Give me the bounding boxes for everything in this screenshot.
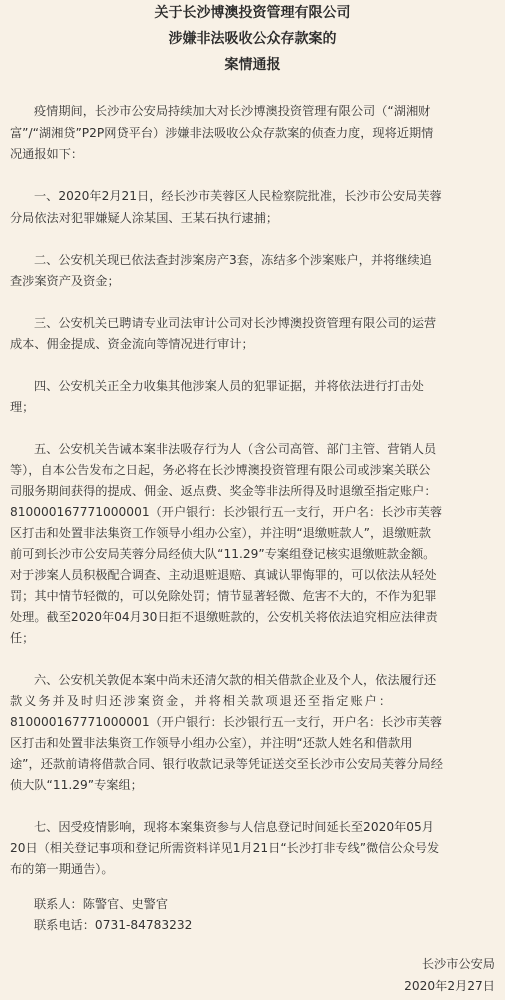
title-line-1: 关于长沙博澳投资管理有限公司 xyxy=(154,5,351,21)
item-6-line-1: 六、公安机关敦促本案中尚未还清欠款的相关借款企业及个人，依法履行还 xyxy=(34,673,437,687)
intro-line-1: 疫情期间，长沙市公安局持续加大对长沙博澳投资管理有限公司（“湖湘财 xyxy=(34,104,431,118)
item-5-line-3: 司服务期间获得的提成、佣金、返点费、奖金等非法所得及时退缴至指定账户： xyxy=(10,484,437,498)
item-3-line-2: 成本、佣金提成、资金流向等情况进行审计； xyxy=(10,337,254,351)
intro-line-2: 富”/“湖湘贷”P2P网贷平台）涉嫌非法吸收公众存款案的侦查力度，现将近期情 xyxy=(10,126,434,140)
item-7-line-3: 布的第一期通告）。 xyxy=(10,862,114,876)
item-5-line-6: 前可到长沙市公安局芙蓉分局经侦大队“11.29”专案组登记核实退缴赃款金额。 xyxy=(10,547,436,561)
item-7-line-2: 20日（相关登记事项和登记所需资料详见1月21日“长沙打非专线”微信公众号发 xyxy=(10,841,440,855)
item-6-line-2: 款义务并及时归还涉案资金，并将相关款项退还至指定账户： xyxy=(10,694,394,708)
item-6-line-3: 810000167771000001（开户银行：长沙银行五一支行，开户名：长沙市芙蓉 xyxy=(10,715,443,729)
item-6-line-4: 区打击和处置非法集资工作领导小组办公室），并注明“还款人姓名和借款用 xyxy=(10,736,413,750)
item-2-line-1: 二、公安机关现已依法查封涉案房产3套，冻结多个涉案账户，并将继续追 xyxy=(34,253,432,267)
item-7-line-1: 七、因受疫情影响，现将本案集资参与人信息登记时间延长至2020年05月 xyxy=(34,820,434,834)
item-6-line-5: 途”，还款前请将借款合同、银行收款记录等凭证送交至长沙市公安局芙蓉分局经 xyxy=(10,757,443,771)
item-4-line-1: 四、公安机关正全力收集其他涉案人员的犯罪证据，并将依法进行打击处 xyxy=(34,379,424,393)
item-5-line-4: 810000167771000001（开户银行：长沙银行五一支行，开户名：长沙市芙蓉 xyxy=(10,505,443,519)
item-4-line-2: 理； xyxy=(10,400,35,414)
item-5-line-7: 对于涉案人员积极配合调查、主动退赃退赔、真诚认罪悔罪的，可以依法从轻处 xyxy=(10,568,437,582)
item-1-line-2: 分局依法对犯罪嫌疑人涂某国、王某石执行逮捕； xyxy=(10,211,279,225)
contact-person: 联系人：陈警官、史警官 xyxy=(34,897,169,911)
contact-phone: 联系电话：0731-84783232 xyxy=(34,918,193,932)
signature-date: 2020年2月27日 xyxy=(404,979,495,993)
item-2-line-2: 查涉案资产及资金； xyxy=(10,274,120,288)
item-3-line-1: 三、公安机关已聘请专业司法审计公司对长沙博澳投资管理有限公司的运营 xyxy=(34,316,437,330)
item-5-line-9: 处理。截至2020年04月30日拒不退缴赃款的，公安机关将依法追究相应法律责 xyxy=(10,610,438,624)
title-line-3: 案情通报 xyxy=(224,57,281,73)
item-5-line-8: 罚；其中情节轻微的，可以免除处罚；情节显著轻微、危害不大的，不作为犯罪 xyxy=(10,589,437,603)
signature-org: 长沙市公安局 xyxy=(421,957,495,971)
intro-line-3: 况通报如下： xyxy=(10,147,84,161)
item-6-line-6: 侦大队“11.29”专案组； xyxy=(10,778,143,792)
item-5-line-1: 五、公安机关告诫本案非法吸存行为人（含公司高管、部门主管、营销人员 xyxy=(34,442,437,456)
item-1-line-1: 一、2020年2月21日，经长沙市芙蓉区人民检察院批准，长沙市公安局芙蓉 xyxy=(34,189,442,203)
item-5-line-5: 区打击和处置非法集资工作领导小组办公室），并注明“退缴赃款人”，退缴赃款 xyxy=(10,526,431,540)
item-5-line-10: 任； xyxy=(10,631,35,645)
title-line-2: 涉嫌非法吸收公众存款案的 xyxy=(168,31,337,47)
item-5-line-2: 等），自本公告发布之日起，务必将在长沙博澳投资管理有限公司或涉案关联公 xyxy=(10,463,431,477)
